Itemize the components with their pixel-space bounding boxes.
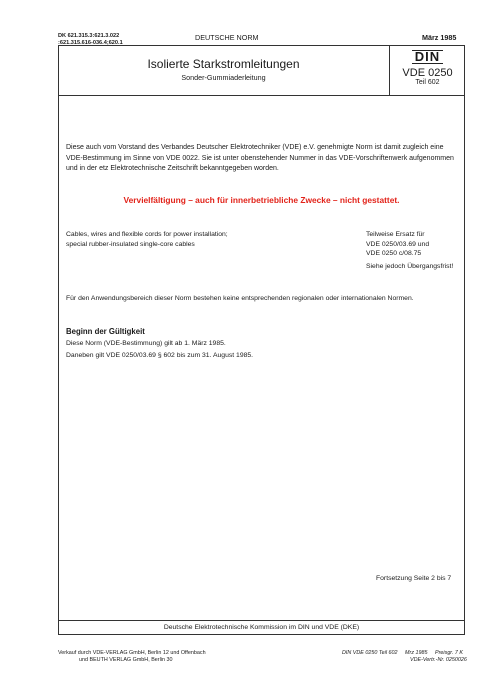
price-group: Preisgr. 7 K <box>435 650 463 656</box>
scope-statement: Für den Anwendungsbereich dieser Norm bestehen keine entsprechenden regionalen oder internationalen Normen. <box>66 295 414 302</box>
doc-ref: DIN VDE 0250 Teil 602 <box>342 650 398 656</box>
validity-line-2: Daneben gilt VDE 0250/03.69 § 602 bis zum 31. August 1985. <box>66 352 254 359</box>
document-title: Isolierte Starkstromleitungen <box>147 57 300 71</box>
continuation-note: Fortsetzung Seite 2 bis 7 <box>376 575 452 582</box>
reproduction-warning: Vervielfältigung – auch für innerbetriebliche Zwecke – nicht gestattet. <box>123 195 400 205</box>
document-reference <box>342 650 469 664</box>
title-block <box>58 45 465 96</box>
dk-line-1: DK 621.315.3:621.3.022 <box>58 33 120 39</box>
replacement-info <box>366 230 464 271</box>
standard-part: Teil 602 <box>415 79 440 86</box>
intro-paragraph: Diese auch vom Vorstand des Verbandes Deutscher Elektrotechniker (VDE) e.V. genehmigte Norm ist damit zugleich eine VDE-Bestimmung im Sinne von VDE 0022. Sie ist unter obenstehender Nummer in das VDE-Vorschriftenwerk aufgenommen und in der etz Elektrotechnische Zeitschrift bekanntgegeben worden. <box>66 144 454 172</box>
issue-date: März 1985 <box>422 33 457 42</box>
publisher-line-2: und BEUTH VERLAG GmbH, Berlin 30 <box>79 657 173 663</box>
publisher-info <box>58 650 206 664</box>
replacement-line-2: VDE 0250/03.69 und <box>366 240 430 248</box>
doc-ref-line <box>342 650 469 657</box>
dk-line-2: :621.315.616-036.4;620.1 <box>58 40 123 46</box>
validity-heading: Beginn der Gültigkeit <box>66 327 145 336</box>
replacement-line-1: Teilweise Ersatz für <box>366 231 425 238</box>
commission-name: Deutsche Elektrotechnische Kommission im DIN und VDE (DKE) <box>163 624 360 631</box>
norm-type: DEUTSCHE NORM <box>195 33 259 42</box>
english-title-line-2: special rubber-insulated single-core cables <box>66 240 195 248</box>
validity-line-1: Diese Norm (VDE-Bestimmung) gilt ab 1. März 1985. <box>66 340 226 347</box>
order-number: VDE-Vertr.-Nr. 0250026 <box>410 657 467 663</box>
doc-date: Mrz 1985 <box>405 650 428 656</box>
publisher-line-1: Verkauf durch VDE-VERLAG GmbH, Berlin 12 und Offenbach <box>58 650 206 656</box>
commission-row <box>58 620 465 635</box>
english-title <box>66 230 296 249</box>
din-logo: DIN <box>412 50 443 64</box>
title-area <box>58 45 389 96</box>
transition-note: Siehe jedoch Übergangsfrist! <box>366 262 454 270</box>
english-title-line-1: Cables, wires and flexible cords for power installation; <box>66 231 228 238</box>
standard-number: VDE 0250 <box>402 67 453 79</box>
document-subtitle: Sonder-Gummiaderleitung <box>181 73 266 82</box>
replacement-line-3: VDE 0250 c/08.75 <box>366 250 422 257</box>
din-box <box>390 45 465 96</box>
